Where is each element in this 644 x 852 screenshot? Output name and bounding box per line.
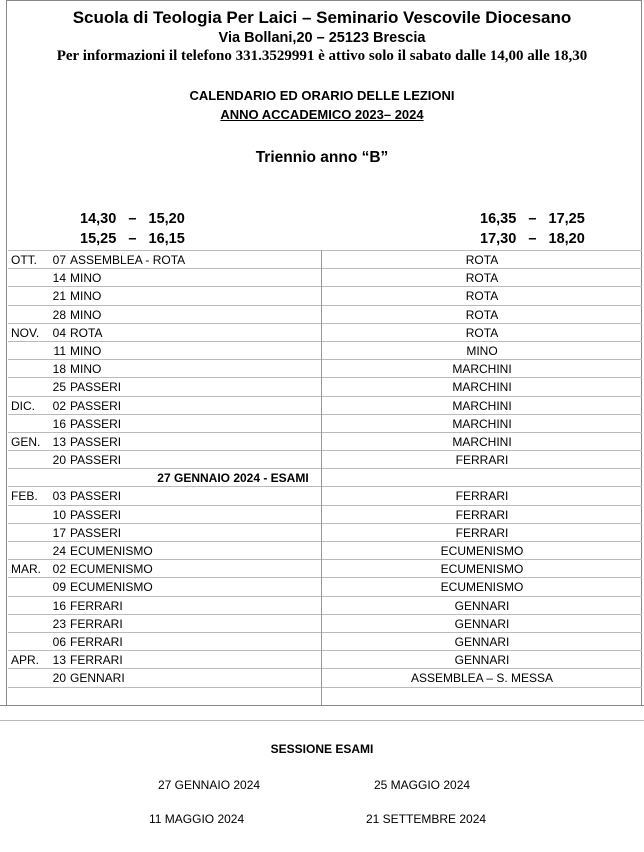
table-row	[8, 505, 642, 523]
left-teacher-cell: PASSERI	[70, 380, 122, 395]
table-row	[8, 341, 642, 359]
day-cell: 16	[52, 416, 66, 431]
right-teacher-cell: MARCHINI	[452, 416, 512, 431]
table-row	[8, 396, 642, 414]
left-teacher-cell: GENNARI	[70, 671, 125, 686]
exam-date: 25 MAGGIO 2024	[374, 778, 471, 792]
month-cell: APR.	[11, 653, 40, 668]
day-cell: 07	[52, 253, 66, 267]
left-teacher-cell: PASSERI	[70, 453, 122, 468]
day-cell: 25	[52, 380, 66, 395]
right-teacher-cell: ROTA	[465, 289, 499, 304]
exam-date: 11 MAGGIO 2024	[149, 812, 245, 826]
right-teacher-cell: GENNARI	[454, 598, 510, 613]
table-row	[8, 650, 642, 668]
right-teacher-cell: ROTA	[465, 325, 499, 340]
left-teacher-cell: FERRARI	[70, 634, 123, 649]
day-cell: 10	[52, 507, 66, 522]
day-cell: 13	[52, 434, 66, 449]
table-row	[8, 577, 642, 595]
day-cell: 11	[53, 343, 66, 358]
academic-year: ANNO ACCADEMICO 2023– 2024	[220, 107, 424, 122]
table-row	[8, 359, 642, 377]
left-teacher-cell: PASSERI	[70, 507, 122, 522]
day-cell: 17	[52, 525, 66, 540]
left-teacher-cell: ECUMENISMO	[70, 580, 153, 595]
day-cell: 02	[52, 398, 66, 413]
time-right-1: 16,35 – 17,25	[480, 211, 585, 227]
day-cell: 16	[52, 598, 66, 613]
schedule-table	[8, 250, 642, 705]
month-cell: GEN.	[11, 434, 41, 449]
right-teacher-cell: MARCHINI	[452, 434, 512, 449]
exam-label: 27 GENNAIO 2024 - ESAMI	[157, 471, 309, 486]
school-address: Via Bollani,20 – 25123 Brescia	[218, 30, 426, 46]
table-row	[8, 323, 642, 341]
left-teacher-cell: PASSERI	[70, 398, 122, 413]
right-teacher-cell: ROTA	[465, 307, 499, 322]
day-cell: 24	[52, 544, 66, 558]
left-teacher-cell: ASSEMBLEA - ROTA	[70, 253, 186, 267]
table-bottom-border	[0, 705, 644, 706]
triennio-title: Triennio anno “B”	[255, 149, 389, 166]
month-cell: DIC.	[11, 398, 35, 413]
right-teacher-cell: FERRARI	[455, 453, 509, 468]
right-teacher-cell: ROTA	[465, 253, 499, 267]
day-cell: 02	[52, 562, 66, 577]
empty-row	[8, 687, 642, 705]
right-teacher-cell: ASSEMBLEA – S. MESSA	[410, 671, 554, 686]
day-cell: 28	[52, 307, 66, 322]
right-teacher-cell: ECUMENISMO	[440, 580, 524, 595]
table-row	[8, 596, 642, 614]
table-row	[8, 486, 642, 504]
day-cell: 21	[52, 289, 66, 304]
left-teacher-cell: FERRARI	[70, 616, 123, 631]
day-cell: 20	[52, 453, 66, 468]
table-row	[8, 614, 642, 632]
table-row	[8, 286, 642, 304]
day-cell: 04	[52, 325, 66, 340]
right-teacher-cell: MARCHINI	[452, 362, 512, 377]
day-cell: 23	[52, 616, 66, 631]
day-cell: 09	[52, 580, 66, 595]
month-cell: OTT.	[11, 253, 37, 267]
left-teacher-cell: FERRARI	[70, 653, 123, 668]
left-teacher-cell: ECUMENISMO	[70, 562, 153, 577]
right-teacher-cell: ROTA	[465, 271, 499, 286]
info-line: Per informazioni il telefono 331.3529991 è attivo solo il sabato dalle 14,00 alle 18,30	[56, 48, 588, 64]
table-row	[8, 632, 642, 650]
table-row	[8, 668, 642, 686]
left-teacher-cell: PASSERI	[70, 434, 122, 449]
left-teacher-cell: MINO	[70, 362, 102, 377]
divider	[0, 720, 644, 721]
left-teacher-cell: FERRARI	[70, 598, 123, 613]
column-divider	[321, 250, 322, 705]
left-teacher-cell: MINO	[70, 343, 102, 358]
left-teacher-cell: PASSERI	[70, 525, 122, 540]
table-row	[8, 523, 642, 541]
table-row	[8, 432, 642, 450]
exam-date: 27 GENNAIO 2024	[158, 778, 261, 792]
table-row	[8, 305, 642, 323]
exam-row	[8, 468, 642, 486]
table-row	[8, 414, 642, 432]
exam-session-title: SESSIONE ESAMI	[270, 742, 374, 756]
table-row	[8, 541, 642, 559]
day-cell: 14	[52, 271, 66, 286]
month-cell: NOV.	[11, 325, 40, 340]
left-teacher-cell: MINO	[70, 289, 102, 304]
right-teacher-cell: GENNARI	[454, 653, 510, 668]
right-teacher-cell: MINO	[466, 343, 498, 358]
right-teacher-cell: FERRARI	[455, 507, 509, 522]
time-left-1: 14,30 – 15,20	[80, 211, 185, 227]
left-teacher-cell: ECUMENISMO	[70, 544, 153, 558]
time-left-2: 15,25 – 16,15	[80, 231, 185, 247]
school-name: Scuola di Teologia Per Laici – Seminario Vescovile Diocesano	[72, 8, 572, 27]
day-cell: 03	[52, 489, 66, 504]
left-teacher-cell: MINO	[70, 307, 102, 322]
day-cell: 06	[52, 634, 66, 649]
table-row	[8, 268, 642, 286]
right-teacher-cell: FERRARI	[455, 525, 509, 540]
right-teacher-cell: ECUMENISMO	[440, 544, 524, 558]
table-row	[8, 450, 642, 468]
right-teacher-cell: FERRARI	[455, 489, 509, 504]
right-teacher-cell: MARCHINI	[452, 398, 512, 413]
month-cell: MAR.	[11, 562, 41, 577]
time-right-2: 17,30 – 18,20	[480, 231, 585, 247]
day-cell: 13	[52, 653, 66, 668]
right-teacher-cell: GENNARI	[454, 634, 510, 649]
day-cell: 20	[52, 671, 66, 686]
month-cell: FEB.	[11, 489, 38, 504]
table-row	[8, 559, 642, 577]
table-row	[8, 250, 642, 268]
day-cell: 18	[52, 362, 66, 377]
exam-date: 21 SETTEMBRE 2024	[366, 812, 487, 826]
left-teacher-cell: PASSERI	[70, 489, 122, 504]
left-teacher-cell: MINO	[70, 271, 102, 286]
right-teacher-cell: GENNARI	[454, 616, 510, 631]
left-teacher-cell: PASSERI	[70, 416, 122, 431]
right-teacher-cell: MARCHINI	[452, 380, 512, 395]
table-row	[8, 377, 642, 395]
right-teacher-cell: ECUMENISMO	[440, 562, 524, 577]
calendar-title: CALENDARIO ED ORARIO DELLE LEZIONI	[189, 88, 455, 103]
left-teacher-cell: ROTA	[70, 325, 103, 340]
